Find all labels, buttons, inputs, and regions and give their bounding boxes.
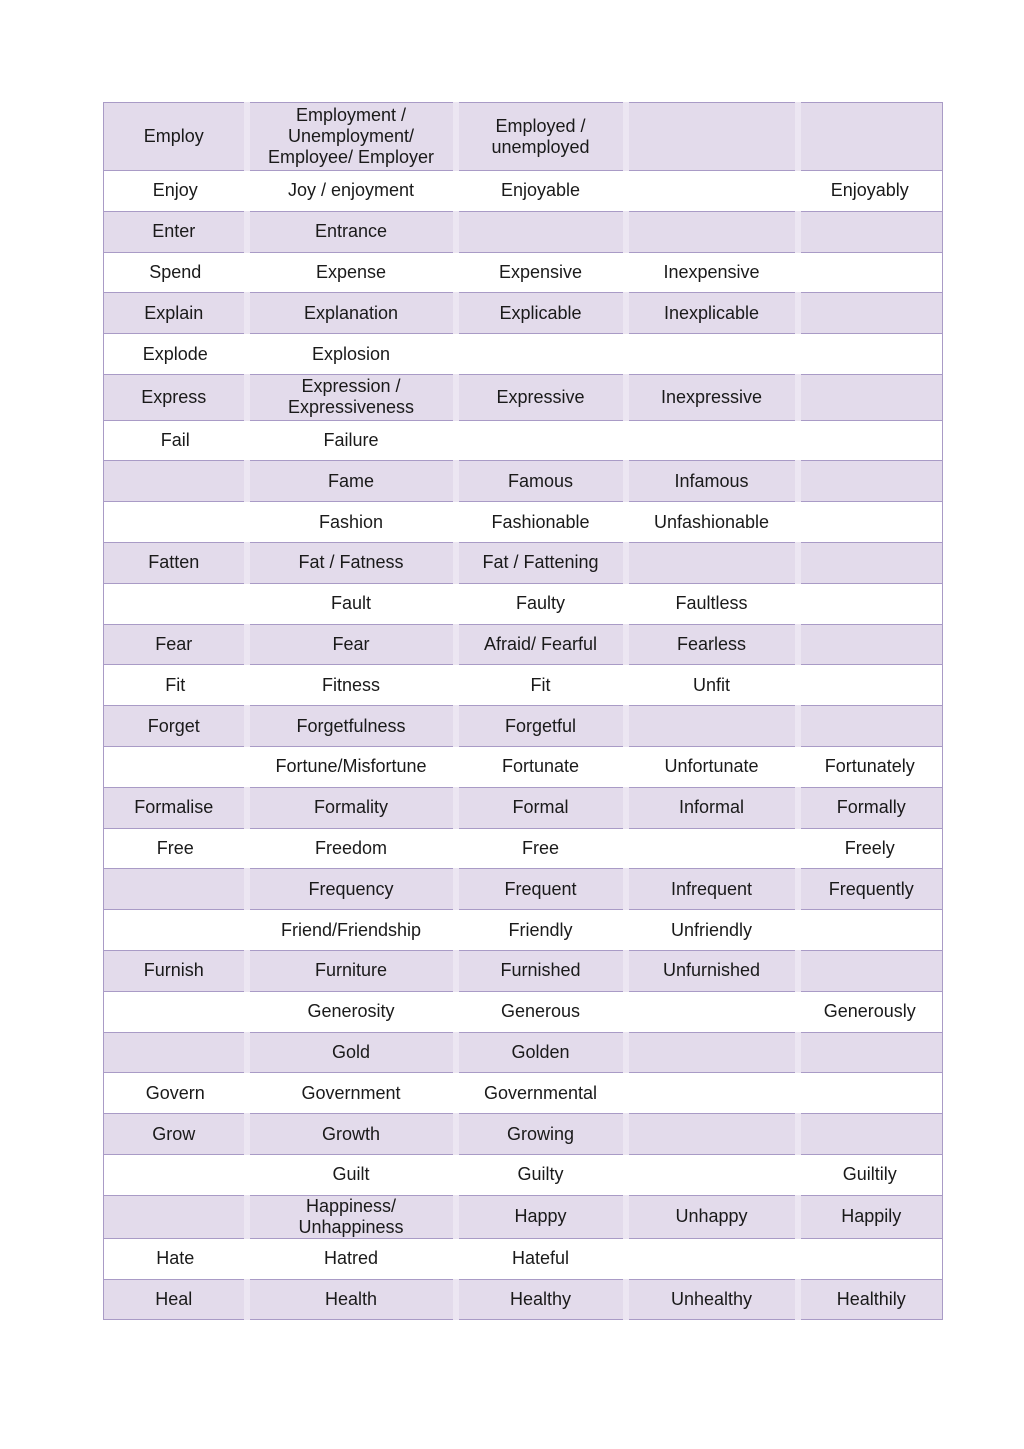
adjective-cell: Free bbox=[456, 828, 626, 869]
table-row bbox=[104, 869, 943, 910]
adjective-cell: Frequent bbox=[456, 869, 626, 910]
verb-cell bbox=[104, 991, 247, 1032]
negative-adjective-cell: Faultless bbox=[626, 583, 798, 624]
noun-cell: Hatred bbox=[247, 1238, 456, 1279]
adverb-cell bbox=[798, 374, 943, 420]
adverb-cell bbox=[798, 103, 943, 171]
noun-cell: Entrance bbox=[247, 211, 456, 252]
noun-cell: Expense bbox=[247, 252, 456, 293]
noun-cell: Friend/Friendship bbox=[247, 910, 456, 951]
verb-cell: Spend bbox=[104, 252, 247, 293]
adverb-cell bbox=[798, 910, 943, 951]
adjective-cell: Generous bbox=[456, 991, 626, 1032]
noun-cell: Explanation bbox=[247, 293, 456, 334]
noun-cell: Fame bbox=[247, 461, 456, 502]
negative-adjective-cell bbox=[626, 1154, 798, 1195]
verb-cell bbox=[104, 910, 247, 951]
table-row bbox=[104, 1073, 943, 1114]
adjective-cell: Fat / Fattening bbox=[456, 542, 626, 583]
adverb-cell bbox=[798, 665, 943, 706]
noun-cell: Fat / Fatness bbox=[247, 542, 456, 583]
table-row bbox=[104, 1032, 943, 1073]
adverb-cell bbox=[798, 706, 943, 747]
adjective-cell: Fashionable bbox=[456, 502, 626, 543]
adverb-cell: Generously bbox=[798, 991, 943, 1032]
adjective-cell bbox=[456, 211, 626, 252]
table-row bbox=[104, 252, 943, 293]
adjective-cell: Afraid/ Fearful bbox=[456, 624, 626, 665]
table-row bbox=[104, 1154, 943, 1195]
adverb-cell bbox=[798, 334, 943, 375]
negative-adjective-cell: Inexpressive bbox=[626, 374, 798, 420]
negative-adjective-cell bbox=[626, 706, 798, 747]
adjective-cell: Enjoyable bbox=[456, 171, 626, 212]
verb-cell: Enter bbox=[104, 211, 247, 252]
negative-adjective-cell: Unfortunate bbox=[626, 746, 798, 787]
noun-cell: Joy / enjoyment bbox=[247, 171, 456, 212]
negative-adjective-cell: Inexplicable bbox=[626, 293, 798, 334]
adverb-cell: Guiltily bbox=[798, 1154, 943, 1195]
adverb-cell: Frequently bbox=[798, 869, 943, 910]
adverb-cell bbox=[798, 211, 943, 252]
noun-cell: Growth bbox=[247, 1114, 456, 1155]
adjective-cell bbox=[456, 334, 626, 375]
noun-cell: Happiness/ Unhappiness bbox=[247, 1195, 456, 1238]
noun-cell: Frequency bbox=[247, 869, 456, 910]
verb-cell: Explode bbox=[104, 334, 247, 375]
word-forms-table-body bbox=[104, 103, 943, 1320]
noun-cell: Government bbox=[247, 1073, 456, 1114]
adverb-cell bbox=[798, 1032, 943, 1073]
table-row bbox=[104, 787, 943, 828]
verb-cell: Heal bbox=[104, 1279, 247, 1320]
adjective-cell: Fortunate bbox=[456, 746, 626, 787]
verb-cell: Fail bbox=[104, 420, 247, 461]
negative-adjective-cell: Unfurnished bbox=[626, 950, 798, 991]
table-row bbox=[104, 103, 943, 171]
table-row bbox=[104, 706, 943, 747]
noun-cell: Fashion bbox=[247, 502, 456, 543]
negative-adjective-cell bbox=[626, 103, 798, 171]
adjective-cell: Formal bbox=[456, 787, 626, 828]
table-row bbox=[104, 583, 943, 624]
table-row bbox=[104, 420, 943, 461]
verb-cell: Furnish bbox=[104, 950, 247, 991]
verb-cell bbox=[104, 583, 247, 624]
negative-adjective-cell: Infamous bbox=[626, 461, 798, 502]
negative-adjective-cell: Fearless bbox=[626, 624, 798, 665]
noun-cell: Fault bbox=[247, 583, 456, 624]
adjective-cell: Expressive bbox=[456, 374, 626, 420]
noun-cell: Fortune/Misfortune bbox=[247, 746, 456, 787]
verb-cell: Govern bbox=[104, 1073, 247, 1114]
verb-cell: Forget bbox=[104, 706, 247, 747]
table-row bbox=[104, 910, 943, 951]
adjective-cell: Furnished bbox=[456, 950, 626, 991]
negative-adjective-cell bbox=[626, 211, 798, 252]
adverb-cell: Fortunately bbox=[798, 746, 943, 787]
adjective-cell: Happy bbox=[456, 1195, 626, 1238]
table-row bbox=[104, 293, 943, 334]
adverb-cell bbox=[798, 624, 943, 665]
table-row bbox=[104, 1279, 943, 1320]
verb-cell: Fear bbox=[104, 624, 247, 665]
noun-cell: Generosity bbox=[247, 991, 456, 1032]
negative-adjective-cell: Unfit bbox=[626, 665, 798, 706]
adjective-cell: Hateful bbox=[456, 1238, 626, 1279]
negative-adjective-cell: Infrequent bbox=[626, 869, 798, 910]
adverb-cell: Happily bbox=[798, 1195, 943, 1238]
negative-adjective-cell: Informal bbox=[626, 787, 798, 828]
noun-cell: Explosion bbox=[247, 334, 456, 375]
adverb-cell bbox=[798, 293, 943, 334]
verb-cell: Grow bbox=[104, 1114, 247, 1155]
adverb-cell bbox=[798, 420, 943, 461]
word-forms-table-container bbox=[103, 102, 942, 1320]
adjective-cell: Employed / unemployed bbox=[456, 103, 626, 171]
negative-adjective-cell bbox=[626, 1114, 798, 1155]
negative-adjective-cell bbox=[626, 1238, 798, 1279]
noun-cell: Forgetfulness bbox=[247, 706, 456, 747]
verb-cell: Employ bbox=[104, 103, 247, 171]
noun-cell: Guilt bbox=[247, 1154, 456, 1195]
verb-cell bbox=[104, 1154, 247, 1195]
adverb-cell bbox=[798, 1073, 943, 1114]
verb-cell: Express bbox=[104, 374, 247, 420]
negative-adjective-cell bbox=[626, 1032, 798, 1073]
verb-cell bbox=[104, 1032, 247, 1073]
table-row bbox=[104, 461, 943, 502]
adjective-cell: Healthy bbox=[456, 1279, 626, 1320]
noun-cell: Expression / Expressiveness bbox=[247, 374, 456, 420]
noun-cell: Employment / Unemployment/ Employee/ Employer bbox=[247, 103, 456, 171]
noun-cell: Fear bbox=[247, 624, 456, 665]
adjective-cell: Expensive bbox=[456, 252, 626, 293]
adjective-cell: Faulty bbox=[456, 583, 626, 624]
negative-adjective-cell bbox=[626, 542, 798, 583]
negative-adjective-cell: Inexpensive bbox=[626, 252, 798, 293]
noun-cell: Gold bbox=[247, 1032, 456, 1073]
noun-cell: Failure bbox=[247, 420, 456, 461]
negative-adjective-cell bbox=[626, 828, 798, 869]
verb-cell: Fatten bbox=[104, 542, 247, 583]
verb-cell bbox=[104, 869, 247, 910]
adverb-cell bbox=[798, 502, 943, 543]
table-row bbox=[104, 211, 943, 252]
table-row bbox=[104, 828, 943, 869]
verb-cell: Enjoy bbox=[104, 171, 247, 212]
table-row bbox=[104, 1238, 943, 1279]
negative-adjective-cell bbox=[626, 1073, 798, 1114]
verb-cell: Fit bbox=[104, 665, 247, 706]
noun-cell: Fitness bbox=[247, 665, 456, 706]
negative-adjective-cell bbox=[626, 420, 798, 461]
adverb-cell bbox=[798, 1114, 943, 1155]
adverb-cell bbox=[798, 583, 943, 624]
verb-cell: Explain bbox=[104, 293, 247, 334]
adjective-cell: Forgetful bbox=[456, 706, 626, 747]
adjective-cell bbox=[456, 420, 626, 461]
adverb-cell bbox=[798, 461, 943, 502]
adjective-cell: Growing bbox=[456, 1114, 626, 1155]
adverb-cell: Freely bbox=[798, 828, 943, 869]
adjective-cell: Guilty bbox=[456, 1154, 626, 1195]
adjective-cell: Fit bbox=[456, 665, 626, 706]
verb-cell: Free bbox=[104, 828, 247, 869]
table-row bbox=[104, 1114, 943, 1155]
adjective-cell: Explicable bbox=[456, 293, 626, 334]
table-row bbox=[104, 171, 943, 212]
noun-cell: Formality bbox=[247, 787, 456, 828]
table-row bbox=[104, 950, 943, 991]
table-row bbox=[104, 665, 943, 706]
verb-cell bbox=[104, 502, 247, 543]
adverb-cell: Enjoyably bbox=[798, 171, 943, 212]
table-row bbox=[104, 746, 943, 787]
table-row bbox=[104, 624, 943, 665]
table-row bbox=[104, 991, 943, 1032]
adjective-cell: Golden bbox=[456, 1032, 626, 1073]
adverb-cell bbox=[798, 542, 943, 583]
verb-cell: Hate bbox=[104, 1238, 247, 1279]
adverb-cell: Formally bbox=[798, 787, 943, 828]
table-row bbox=[104, 502, 943, 543]
table-row bbox=[104, 1195, 943, 1238]
word-forms-table bbox=[103, 102, 943, 1320]
negative-adjective-cell bbox=[626, 334, 798, 375]
negative-adjective-cell bbox=[626, 991, 798, 1032]
table-row bbox=[104, 334, 943, 375]
negative-adjective-cell bbox=[626, 171, 798, 212]
adjective-cell: Governmental bbox=[456, 1073, 626, 1114]
negative-adjective-cell: Unhealthy bbox=[626, 1279, 798, 1320]
noun-cell: Furniture bbox=[247, 950, 456, 991]
noun-cell: Freedom bbox=[247, 828, 456, 869]
verb-cell bbox=[104, 1195, 247, 1238]
adverb-cell bbox=[798, 950, 943, 991]
adverb-cell bbox=[798, 1238, 943, 1279]
table-row bbox=[104, 374, 943, 420]
noun-cell: Health bbox=[247, 1279, 456, 1320]
adverb-cell: Healthily bbox=[798, 1279, 943, 1320]
verb-cell bbox=[104, 461, 247, 502]
negative-adjective-cell: Unfashionable bbox=[626, 502, 798, 543]
verb-cell bbox=[104, 746, 247, 787]
adverb-cell bbox=[798, 252, 943, 293]
adjective-cell: Famous bbox=[456, 461, 626, 502]
verb-cell: Formalise bbox=[104, 787, 247, 828]
negative-adjective-cell: Unhappy bbox=[626, 1195, 798, 1238]
negative-adjective-cell: Unfriendly bbox=[626, 910, 798, 951]
table-row bbox=[104, 542, 943, 583]
adjective-cell: Friendly bbox=[456, 910, 626, 951]
